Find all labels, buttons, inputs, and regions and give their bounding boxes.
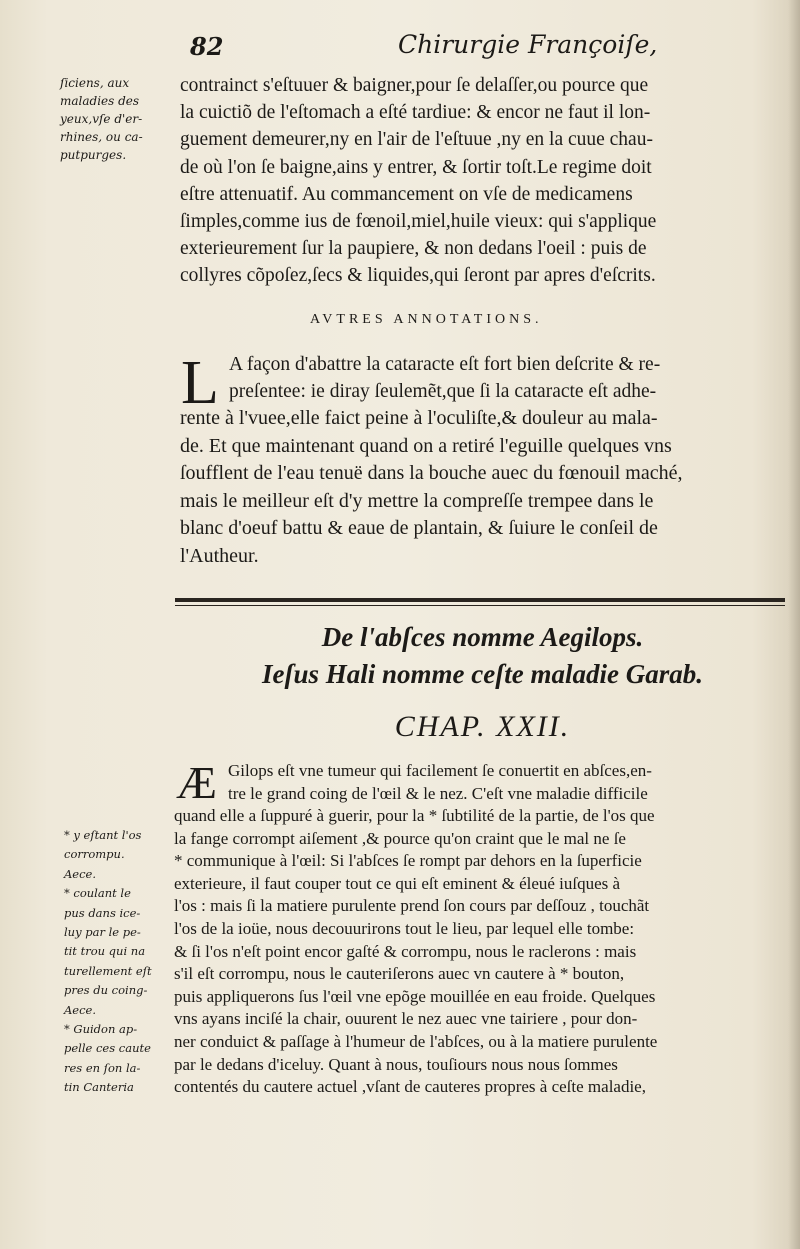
text-line: guement demeurer,ny en l'air de l'eſtuue ,ny en la cuue chau- bbox=[180, 129, 653, 151]
text-line: s'il eſt corrompu, nous le cauteriſerons auec vn cautere à * bouton, bbox=[174, 964, 625, 984]
margin-line: pres du coing- bbox=[64, 983, 148, 998]
page-edge-shadow bbox=[788, 0, 800, 1249]
margin-line: * y eſtant l'os bbox=[64, 828, 142, 842]
margin-line: rhines, ou ca- bbox=[60, 130, 143, 144]
paragraph-3 bbox=[174, 805, 785, 1099]
text-line: la cuictiõ de l'eſtomach a eſté tardiue: & encor ne faut il lon- bbox=[180, 102, 651, 124]
text-line: * communique à l'œil: Si l'abſces ſe rompt par dehors en la ſuperficie bbox=[174, 851, 642, 871]
running-title: Chirurgie Françoiſe, bbox=[398, 30, 658, 59]
drop-cap: Æ bbox=[176, 757, 217, 808]
paragraph-2-head bbox=[229, 351, 785, 405]
text-line: ſimples,comme ius de fœnoil,miel,huile vieux: qui s'applique bbox=[180, 211, 657, 233]
text-line: l'Autheur. bbox=[180, 544, 259, 567]
margin-line: tit trou qui na bbox=[64, 944, 146, 959]
margin-line: Aece. bbox=[64, 1002, 97, 1017]
text-line: tre le grand coing de l'œil & le nez. C'eſt vne maladie difficile bbox=[228, 783, 648, 803]
text-line: & ſi l'os n'eſt point encor gaſté & corrompu, nous le raclerons : mais bbox=[174, 941, 637, 961]
margin-line: ſiciens, aux bbox=[60, 76, 130, 90]
text-line: Gilops eſt vne tumeur qui facilement ſe conuertit en abſces,en- bbox=[228, 761, 652, 780]
margin-line: pus dans ice- bbox=[64, 905, 141, 920]
text-line: vns ayans inciſé la chair, ouurent le nez auec vne tairiere , pour don- bbox=[174, 1009, 638, 1029]
drop-cap: L bbox=[181, 349, 219, 417]
text-line: exterieure, il faut couper tout ce qui eſt eminent & éleué iuſques à bbox=[174, 873, 621, 893]
text-line: quand elle a ſuppuré à guerir, pour la * ſubtilité de la partie, de l'os que bbox=[174, 806, 655, 825]
page-header bbox=[190, 28, 770, 68]
text-line: contentés du cautere actuel ,vſant de cauteres propres à ceſte maladie, bbox=[174, 1077, 646, 1097]
text-line: eſtre attenuatif. Au commancement on vſe de medicamens bbox=[180, 183, 633, 205]
paragraph-1 bbox=[180, 72, 785, 290]
text-line: rente à l'vuee,elle faict peine à l'oculiſte,& douleur au mala- bbox=[180, 407, 658, 429]
chapter-number: CHAP. XXII. bbox=[394, 710, 571, 743]
margin-line: pelle ces caute bbox=[64, 1041, 151, 1056]
section-heading: AVTRES ANNOTATIONS. bbox=[310, 312, 543, 327]
margin-line: * coulant le bbox=[64, 886, 131, 901]
text-line: ſoufflent de l'eau tenuë dans la bouche auec du fœnouil maché, bbox=[180, 462, 683, 484]
margin-line: corrompu. bbox=[64, 847, 125, 862]
margin-line: putpurges. bbox=[60, 148, 127, 162]
margin-note-bottom bbox=[64, 826, 172, 1098]
text-line: blanc d'oeuf battu & eaue de plantain, & ſuiure le conſeil de bbox=[180, 517, 658, 539]
chapter-title-line-1: De l'abſces nomme Aegilops. bbox=[321, 622, 644, 652]
text-line: puis appliquerons ſus l'œil vne epõge mouillée en eau froide. Quelques bbox=[174, 986, 656, 1006]
text-line: l'os : mais ſi la matiere purulente prend ſon cours par deſſouz , touchãt bbox=[174, 896, 650, 916]
paragraph-3-head bbox=[228, 760, 785, 805]
margin-line: * Guidon ap- bbox=[64, 1022, 138, 1037]
page-number: 82 bbox=[190, 32, 224, 61]
margin-line: tin Canteria bbox=[64, 1080, 134, 1095]
text-line: de. Et que maintenant quand on a retiré l'eguille quelques vns bbox=[180, 434, 672, 457]
text-line: contrainct s'eſtuuer & baigner,pour ſe delaſſer,ou pource que bbox=[180, 75, 649, 96]
margin-line: luy par le pe- bbox=[64, 925, 141, 940]
text-line: preſentee: ie diray ſeulemẽt,que ſi la cataracte eſt adhe- bbox=[229, 381, 657, 403]
chapter-title-line-2: Ieſus Hali nomme ceſte maladie Garab. bbox=[262, 659, 703, 689]
double-rule-thick bbox=[175, 598, 785, 602]
text-line: mais le meilleur eſt d'y mettre la compreſſe trempee dans le bbox=[180, 489, 654, 512]
margin-line: Aece. bbox=[64, 866, 97, 881]
text-line: A façon d'abattre la cataracte eſt fort bien deſcrite & re- bbox=[229, 354, 661, 375]
double-rule-thin bbox=[175, 605, 785, 606]
margin-line: maladies des bbox=[60, 94, 140, 108]
text-line: ner conduict & paſſage à l'humeur de l'abſces, ou à la matiere purulente bbox=[174, 1031, 658, 1051]
margin-line: res en ſon la- bbox=[64, 1060, 141, 1075]
margin-line: turellement eſt bbox=[64, 963, 152, 978]
margin-line: yeux,vſe d'er- bbox=[60, 112, 143, 126]
paragraph-2 bbox=[180, 405, 785, 570]
text-line: par le dedans d'iceluy. Quant à nous, touſiours nous nous ſommes bbox=[174, 1054, 618, 1074]
margin-note-top bbox=[60, 74, 180, 164]
text-line: l'os de la ioüe, nous decouurirons tout le lieu, par lequel elle tombe: bbox=[174, 918, 635, 938]
text-line: la fange corrompt aiſement ,& pource qu'on craint que le mal ne ſe bbox=[174, 828, 626, 848]
text-line: de où l'on ſe baigne,ains y entrer, & ſortir toſt.Le regime doit bbox=[180, 156, 652, 178]
text-line: exterieurement ſur la paupiere, & non dedans l'oeil : puis de bbox=[180, 238, 647, 260]
text-line: collyres cõpoſez,ſecs & liquides,qui ſeront par apres d'eſcrits. bbox=[180, 265, 656, 287]
